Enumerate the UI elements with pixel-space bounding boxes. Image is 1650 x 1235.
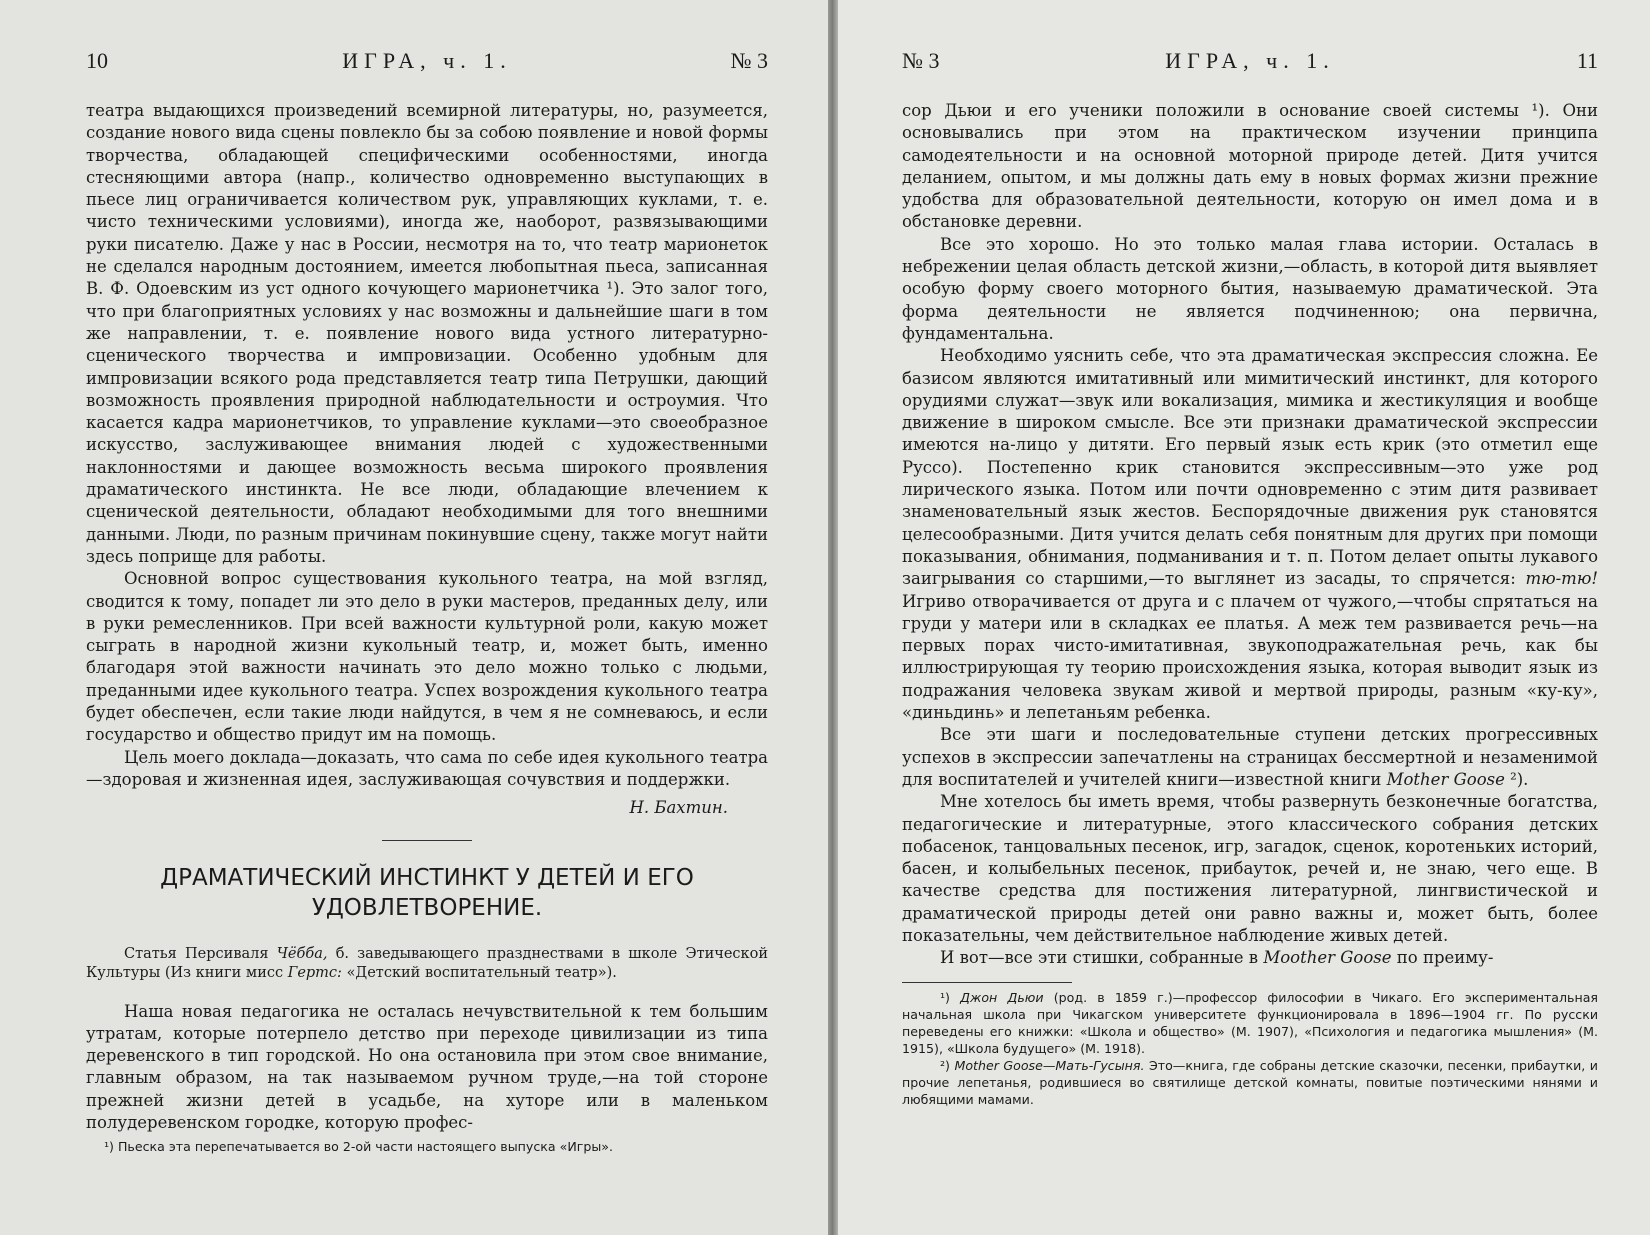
- footnote: ¹) Пьеска эта перепечатывается во 2-ой части настоящего выпуска «Игры».: [104, 1139, 614, 1155]
- paragraph: Основной вопрос существования кукольного театра, на мой взгляд, сводится к тому, попадет ли это дело в руки мастеров, преданных делу, или в руки ремесленников. При всей важности культурной роли, какую может сыграть в народной жизни кукольный театр, и, может быть, именно благодаря этой важности начинать это дело можно только с людьми, преданными идее кукольного театра. Успех возрождения кукольного театра будет обеспечен, если такие люди найдутся, в чем я не сомневаюсь, и если государство и общество придут им на помощь.: [86, 569, 768, 745]
- paragraph: Мне хотелось бы иметь время, чтобы развернуть безконечные богатства, педагогические и литературные, этого классического собрания детских побасенок, танцовальных песенок, игр, загадок, сценок, коротеньких историй, басен, и колыбельных песенок, прибауток, речей и, не знаю, чего еще. В качестве средства для постижения литературной, лингвистической и драматической природы детей они равно важны и, может быть, более показательны, чем действительное наблюдение живых детей.: [902, 792, 1598, 945]
- paragraph: театра выдающихся произведений всемирной литературы, но, разумеется, создание нового вида сцены повлекло бы за собою появление и новой формы творчества, обладающей специфическими особенностями, иногда стесняющими автора (напр., количество одновременно выступающих в пьесе лиц ограничивается количеством рук, управляющих куклами, т. е. чисто техническими условиями), иногда же, наоборот, развязывающими руки писателю. Даже у нас в России, несмотря на то, что театр марионеток не сделался народным достоянием, имеется любопытная пьеса, записанная В. Ф. Одоевским из уст одного кочующего марионетчика ¹). Это залог того, что при благоприятных условиях у нас возможны и дальнейшие шаги в том же направлении, т. е. появление нового вида устного литературно-сценического творчества и импровизации. Особенно удобным для импровизации всякого рода представляется театр типа Петрушки, дающий возможность проявления природной наблюдательности и остроумия. Что касается кадра марионетчиков, то управление куклами—это своеобразное искусство, заслуживающее внимания людей с художественными наклонностями и дающее возможность весьма широкого проявления драматического инстинкта. Не все люди, обладающие влечением к сценической деятельности, обладают необходимыми для того внешними данными. Люди, по разным причинам покинувшие сцену, также могут найти здесь поприще для работы.: [86, 101, 768, 566]
- article-subtitle: Статья Персиваля Чёбба, б. заведывающего празднествами в школе Этической Культуры (Из книги мисс Гертс: «Детский воспитательный театр»).: [86, 945, 768, 981]
- paragraph: сор Дьюи и его ученики положили в основание своей системы ¹). Они основывались при этом на практическом изучении принципа самодеятельности и на основной моторной природе детей. Дитя учится деланием, опытом, и мы должны дать ему в новых формах жизни прежние удобства для образовательной деятельности, которую он имел дома и в обстановке деревни.: [902, 101, 1598, 232]
- right-page-body: [902, 100, 1598, 1108]
- footnote: ¹) Джон Дьюи (род. в 1859 г.)—профессор философии в Чикаго. Его экспериментальная начальная школа при Чикагском университете функционировала в 1896—1904 гг. По русски переведены его книжки: «Школа и общество» (М. 1907), «Психология и педагогика мышления» (М. 1915), «Школа будущего» (М. 1918).: [902, 989, 1598, 1056]
- paragraph: И вот—все эти стишки, собранные в Moother Goose по преиму-: [940, 948, 1494, 968]
- paragraph: Цель моего доклада—доказать, что сама по себе идея кукольного театра—здоровая и жизненная идея, заслуживающая сочувствия и поддержки.: [86, 747, 768, 789]
- running-title: ИГРА, ч. 1.: [1165, 48, 1335, 73]
- right-page-header: [902, 48, 1598, 86]
- footnote-divider: [902, 982, 1072, 983]
- running-title: ИГРА, ч. 1.: [342, 48, 512, 73]
- left-page-header: [86, 48, 768, 86]
- article-title: ДРАМАТИЧЕСКИЙ ИНСТИНКТ У ДЕТЕЙ И ЕГО УДОВЛЕТВОРЕНИЕ.: [160, 864, 694, 921]
- page-number: 11: [1576, 48, 1598, 73]
- left-page-body: [86, 100, 768, 1155]
- issue-number: № 3: [730, 48, 768, 73]
- footnote: ²) Mother Goose—Мать-Гусыня. Это—книга, где собраны детские сказочки, песенки, прибаутки, и прочие лепетанья, родившиеся во святилище детской комнаты, повитые поэтическими нянями и любящими мамами.: [902, 1057, 1598, 1107]
- right-page: [838, 0, 1650, 1235]
- paragraph: Наша новая педагогика не осталась нечувствительной к тем большим утратам, которые потерпело детство при переходе цивилизации из типа деревенского в тип городской. Но она остановила при этом свое внимание, главным образом, на так называемом ручном труде,—на той стороне прежней жизни детей в усадьбе, на хуторе или в маленьком полудеревенском городке, которую профес-: [86, 1001, 768, 1132]
- book-spine: [828, 0, 838, 1235]
- issue-number: № 3: [902, 48, 940, 73]
- section-divider: [382, 840, 472, 841]
- paragraph: Все это хорошо. Но это только малая глава истории. Осталась в небрежении целая область детской жизни,—область, в которой дитя выявляет особую форму своего моторного бытия, называемую драматической. Эта форма деятельности не является подчиненною; она первична, фундаментальна.: [902, 234, 1598, 343]
- paragraph: Все эти шаги и последовательные ступени детских прогрессивных успехов в экспрессии запечатлены на страницах бессмертной и незаменимой для воспитателей и учителей книги—известной книги Mother Goose ²).: [902, 725, 1598, 789]
- page-number: 10: [86, 48, 108, 73]
- author-signature: Н. Бахтин.: [629, 798, 728, 818]
- paragraph: Необходимо уяснить себе, что эта драматическая экспрессия сложна. Ее базисом являются имитативный или мимитический инстинкт, для которого орудиями служат—звук или вокализация, мимика и жестикуляция и вообще движение в широком смысле. Все эти признаки драматической экспрессии имеются на-лицо у дитяти. Его первый язык есть крик (это отметил еще Руссо). Постепенно крик становится экспрессивным—это уже род лирического языка. Потом или почти одновременно с этим дитя развивает знаменовательный язык жестов. Беспорядочные движения рук становятся целесообразными. Дитя учится делать себя понятным для других при помощи показывания, обнимания, подманивания и т. п. Потом делает опыты лукавого заигрывания со старшими,—то выглянет из засады, то спрячется: тю-тю! Игриво отворачивается от друга и с плачем от чужого,—чтобы спрятаться на груди у матери или в складках ее платья. А меж тем развивается речь—на первых порах чисто-имитативная, звукоподражательная речь, как бы иллюстрирующая ту теорию происхождения языка, которая выводит язык из подражания человека звукам живой и мертвой природы, разным «ку-ку», «диньдинь» и лепетаньям ребенка.: [902, 346, 1598, 723]
